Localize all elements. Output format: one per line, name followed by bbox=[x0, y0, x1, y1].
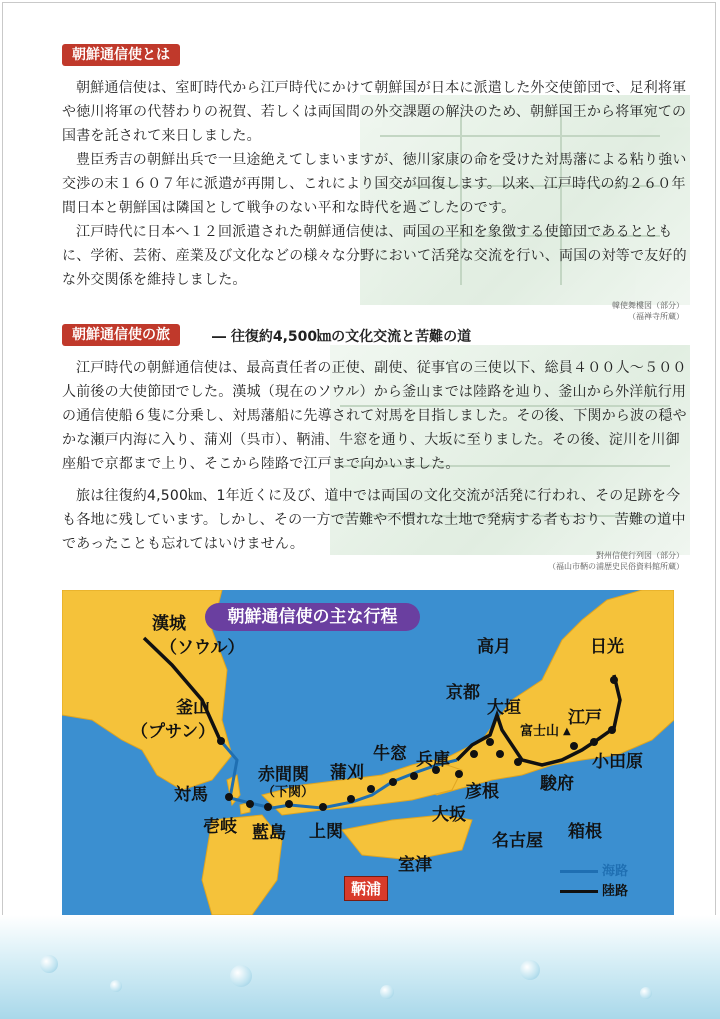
place-kamagari: 蒲刈 bbox=[330, 763, 364, 783]
stop-dot bbox=[570, 742, 578, 750]
place-tsushima: 対馬 bbox=[174, 785, 208, 805]
mount-fuji-marker: ▲ bbox=[563, 726, 571, 737]
place-busan-kana: （プサン） bbox=[131, 722, 216, 742]
section1-paragraph-2: 豊臣秀吉の朝鮮出兵で一旦途絶えてしまいますが、徳川家康の命を受けた対馬藩による粘り強い交渉の末１６０７年に派遣が再開し、これにより国交が回復します。以来、江戸時代の約２６０年間日本と朝鮮国は隣国として戦争のない平和な時代を過ごしたのです。 bbox=[62, 152, 687, 216]
place-hikone: 彦根 bbox=[465, 782, 499, 802]
place-ogaki: 大垣 bbox=[487, 698, 521, 718]
place-hyogo: 兵庫 bbox=[416, 750, 450, 770]
stop-dot bbox=[264, 803, 272, 811]
place-ushimado: 牛窓 bbox=[373, 744, 407, 764]
section1-paragraph-3: 江戸時代に日本へ１２回派遣された朝鮮通信使は、両国の平和を象徴する使節団であるとともに、学術、芸術、産業及び文化などの様々な分野において活発な交流を行い、両国の対等で友好的な外交関係を維持しました。 bbox=[62, 224, 687, 288]
place-ainoshima: 藍島 bbox=[252, 823, 286, 843]
place-kyoto: 京都 bbox=[446, 683, 480, 703]
place-osaka: 大坂 bbox=[432, 805, 466, 825]
legend-land-swatch bbox=[560, 890, 598, 893]
legend-sea-label: 海路 bbox=[602, 864, 629, 879]
place-edo: 江戸 bbox=[568, 708, 602, 728]
stop-dot bbox=[389, 778, 397, 786]
stop-dot bbox=[514, 758, 522, 766]
place-murotsu: 室津 bbox=[398, 855, 432, 875]
place-busan: 釜山 bbox=[176, 698, 210, 718]
section2-paragraph-2: 旅は往復約4,500㎞、1年近くに及び、道中では両国の文化交流が活発に行われ、その足跡を今も各地に残しています。しかし、その一方で苦難や不慣れな土地で発病する者もおり、苦難の道中であったことも忘れてはいけません。 bbox=[62, 488, 686, 552]
place-takatsuki: 高月 bbox=[477, 637, 511, 657]
water-drop bbox=[40, 955, 58, 973]
stop-dot bbox=[347, 795, 355, 803]
section1-caption bbox=[560, 300, 684, 322]
water-drop bbox=[520, 960, 540, 980]
legend-sea-swatch bbox=[560, 870, 598, 873]
legend-sea bbox=[560, 860, 628, 879]
section1-caption-source: （福禅寺所蔵） bbox=[628, 312, 684, 321]
section2-caption-source: （福山市鞆の浦歴史民俗資料館所蔵） bbox=[548, 562, 684, 571]
stop-dot bbox=[410, 772, 418, 780]
stop-dot bbox=[608, 726, 616, 734]
stop-dot bbox=[496, 750, 504, 758]
section2-subtitle: ― 往復約4,500㎞の文化交流と苦難の道 bbox=[212, 329, 472, 345]
water-decoration bbox=[0, 915, 720, 1019]
stop-dot bbox=[285, 800, 293, 808]
section2-paragraph-1: 江戸時代の朝鮮通信使は、最高責任者の正使、副使、従事官の三使以下、総員４００人～５００人前後の大使節団でした。漢城（現在のソウル）から釜山までは陸路を辿り、釜山から外洋航行用の通信使船６隻に分乗し、対馬藩船に先導されて対馬を目指しました。その後、下関から波の穏やかな瀬戸内海に入り、蒲刈（呉市）、鞆浦、牛窓を通り、大坂に至りました。その後、淀川を川御座船で京都まで上り、そこから陸路で江戸まで向かいました。 bbox=[62, 360, 687, 472]
place-hakone: 箱根 bbox=[568, 822, 602, 842]
place-kaminoseki: 上関 bbox=[309, 822, 343, 842]
stop-dot bbox=[225, 793, 233, 801]
place-tomonoura: 鞆浦 bbox=[344, 876, 388, 901]
place-sunpu: 駿府 bbox=[540, 774, 574, 794]
section1-caption-title: 韓使舞樓図（部分） bbox=[612, 301, 684, 310]
map-title: 朝鮮通信使の主な行程 bbox=[205, 603, 420, 631]
place-fujisan: 富士山 bbox=[520, 724, 560, 739]
stop-dot bbox=[367, 785, 375, 793]
place-nagoya: 名古屋 bbox=[492, 831, 543, 851]
stop-dot bbox=[319, 803, 327, 811]
stop-dot bbox=[610, 676, 618, 684]
section1-heading: 朝鮮通信使とは bbox=[62, 44, 180, 66]
stop-dot bbox=[590, 738, 598, 746]
place-nikko: 日光 bbox=[590, 637, 624, 657]
stop-dot bbox=[486, 738, 494, 746]
water-drop bbox=[640, 987, 652, 999]
stop-dot bbox=[455, 770, 463, 778]
water-drop bbox=[230, 965, 252, 987]
section1-paragraph-1: 朝鮮通信使は、室町時代から江戸時代にかけて朝鮮国が日本に派遣した外交使節団で、足利将軍や徳川将軍の代替わりの祝賀、若しくは両国間の外交課題の解決のため、朝鮮国王から将軍宛ての国書を託されて来日しました。 bbox=[62, 80, 687, 144]
stop-dot bbox=[246, 800, 254, 808]
section2-caption bbox=[520, 550, 684, 572]
section2-caption-title: 對州信使行列図（部分） bbox=[596, 551, 684, 560]
stop-dot bbox=[470, 750, 478, 758]
place-seoul: （ソウル） bbox=[160, 638, 245, 658]
water-drop bbox=[110, 980, 122, 992]
place-hanseong: 漢城 bbox=[152, 614, 186, 634]
legend-land bbox=[560, 880, 628, 899]
place-akamagaseki: 赤間関 bbox=[258, 765, 309, 785]
stop-dot bbox=[217, 737, 225, 745]
place-iki: 壱岐 bbox=[203, 817, 237, 837]
water-drop bbox=[380, 985, 394, 999]
place-shimonoseki: （下関） bbox=[262, 785, 315, 800]
legend-land-label: 陸路 bbox=[602, 884, 629, 899]
place-odawara: 小田原 bbox=[592, 752, 643, 772]
section2-heading: 朝鮮通信使の旅 bbox=[62, 324, 180, 346]
